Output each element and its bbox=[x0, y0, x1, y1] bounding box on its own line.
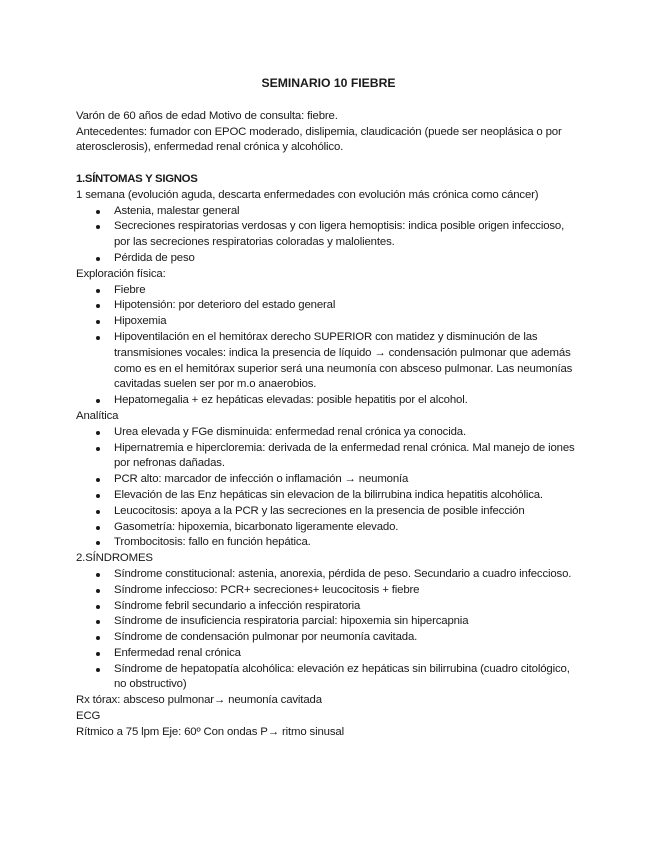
spacer bbox=[76, 156, 581, 172]
list-item: Elevación de las Enz hepáticas sin elevacion de la bilirrubina indica hepatitis alcohólica. bbox=[114, 488, 581, 504]
list-item: Urea elevada y FGe disminuida: enfermedad renal crónica ya conocida. bbox=[114, 425, 581, 441]
list-item: Hipoxemia bbox=[114, 314, 581, 330]
list-item: Hepatomegalia + ez hepáticas elevadas: posible hepatitis por el alcohol. bbox=[114, 393, 581, 409]
list-item: Gasometría: hipoxemia, bicarbonato ligeramente elevado. bbox=[114, 520, 581, 536]
symptoms-list bbox=[76, 204, 581, 267]
syndromes-list bbox=[76, 567, 581, 693]
ecg-line: Rítmico a 75 lpm Eje: 60º Con ondas P→ ritmo sinusal bbox=[76, 725, 344, 738]
list-item: Secreciones respiratorias verdosas y con ligera hemoptisis: indica posible origen infeccioso, por las secreciones respiratorias coloradas y malolientes. bbox=[114, 219, 581, 251]
list-item: Pérdida de peso bbox=[114, 251, 581, 267]
exploration-list bbox=[76, 283, 581, 409]
list-item: Leucocitosis: apoya a la PCR y las secreciones en la presencia de posible infección bbox=[114, 504, 581, 520]
list-item: Astenia, malestar general bbox=[114, 204, 581, 220]
rx-line: Rx tórax: absceso pulmonar→ neumonía cavitada bbox=[76, 694, 322, 707]
list-item: Síndrome febril secundario a infección respiratoria bbox=[114, 599, 581, 615]
ecg-label: ECG bbox=[76, 710, 101, 723]
list-item: Síndrome constitucional: astenia, anorexia, pérdida de peso. Secundario a cuadro infeccioso. bbox=[114, 567, 581, 583]
list-item: Síndrome de condensación pulmonar por neumonía cavitada. bbox=[114, 630, 581, 646]
list-item: Hipernatremia e hipercloremia: derivada de la enfermedad renal crónica. Mal manejo de iones por nefronas dañadas. bbox=[114, 441, 581, 473]
analytics-label: Analítica bbox=[76, 409, 119, 422]
list-item: Síndrome infeccioso: PCR+ secreciones+ leucocitosis + fiebre bbox=[114, 583, 581, 599]
section-heading-syndromes: 2.SÍNDROMES bbox=[76, 552, 153, 565]
list-item: PCR alto: marcador de infección o inflamación → neumonía bbox=[114, 472, 581, 488]
list-item: Hipotensión: por deterioro del estado general bbox=[114, 298, 581, 314]
intro-line: Varón de 60 años de edad Motivo de consulta: fiebre. bbox=[76, 109, 338, 122]
section-heading-symptoms: 1.SÍNTOMAS Y SIGNOS bbox=[76, 172, 198, 185]
intro-line: Antecedentes: fumador con EPOC moderado, dislipemia, claudicación (puede ser neoplásica o por aterosclerosis), enfermedad renal crónica y alcohólico. bbox=[76, 125, 562, 154]
document-page bbox=[76, 76, 581, 741]
list-item: Enfermedad renal crónica bbox=[114, 646, 581, 662]
list-item: Hipoventilación en el hemitórax derecho SUPERIOR con matidez y disminución de las transmisiones vocales: indica la presencia de líquido → condensación pulmonar que además como es en el hemitórax superior será una neumonía con absceso pulmonar. Las neumonías cavitadas suelen ser por m.o anaerobios. bbox=[114, 330, 581, 393]
list-item: Fiebre bbox=[114, 283, 581, 299]
list-item: Trombocitosis: fallo en función hepática. bbox=[114, 535, 581, 551]
list-item: Síndrome de hepatopatía alcohólica: elevación ez hepáticas sin bilirrubina (cuadro citológico, no obstructivo) bbox=[114, 662, 581, 694]
exploration-label: Exploración física: bbox=[76, 267, 166, 280]
evolution-line: 1 semana (evolución aguda, descarta enfermedades con evolución más crónica como cáncer) bbox=[76, 188, 539, 201]
analytics-list bbox=[76, 425, 581, 551]
list-item: Síndrome de insuficiencia respiratoria parcial: hipoxemia sin hipercapnia bbox=[114, 614, 581, 630]
page-title: SEMINARIO 10 FIEBRE bbox=[261, 76, 396, 90]
